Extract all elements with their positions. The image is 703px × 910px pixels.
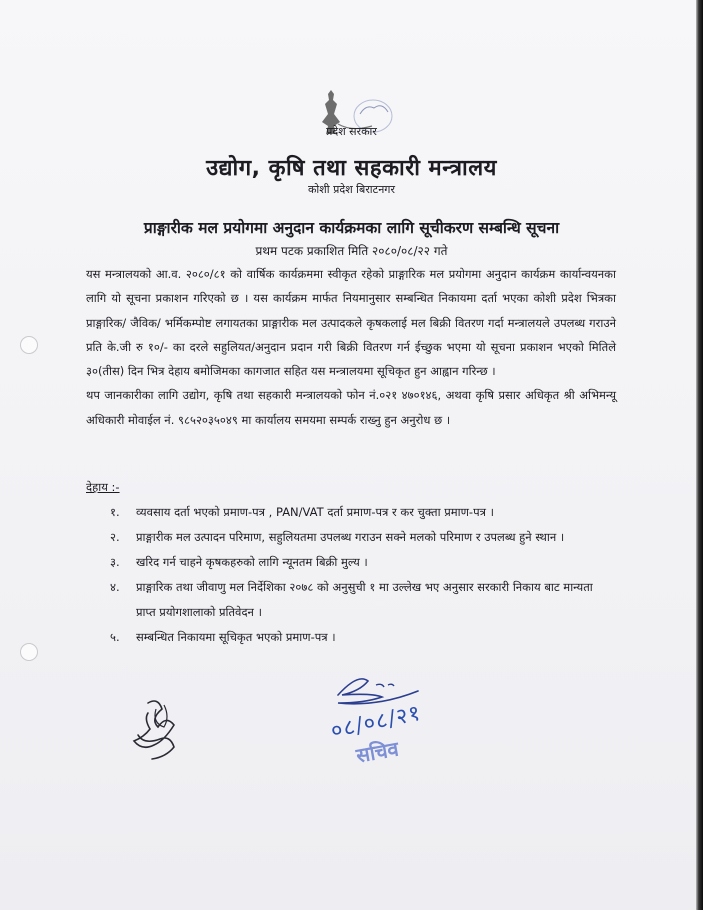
requirement-item: १. व्यवसाय दर्ता भएको प्रमाण-पत्र , PAN/VAT दर्ता प्रमाण-पत्र र कर चुक्ता प्रमाण-पत्र । [110, 505, 494, 519]
requirement-item: ३. खरिद गर्न चाहने कृषकहरुको लागि न्यूनतम बिक्री मुल्य । [110, 555, 368, 569]
left-signature-icon [126, 695, 186, 765]
secretary-stamp: सचिव [354, 736, 401, 768]
published-date: प्रथम पटक प्रकाशित मिति २०८०/०८/२२ गते [255, 244, 448, 258]
notice-paragraph-2: थप जानकारीका लागि उद्योग, कृषि तथा सहकारी मन्त्रालयको फोन नं.०२१ ४७०१४६, अथवा कृषि प्रसार अधिकृत श्री अभिमन्यू अधिकारी मोवाईल नं. ९८५२०३५०४९ मा कार्यालय समयमा सम्पर्क राख्नु हुन अनुरोध छ । [86, 388, 616, 427]
requirements-list [110, 500, 616, 650]
punch-hole-bottom [20, 643, 38, 661]
notice-title: प्राङ्गारीक मल प्रयोगमा अनुदान कार्यक्रमका लागि सूचीकरण सम्बन्धि सूचना [143, 219, 560, 237]
government-label: प्रदेश सरकार [326, 125, 377, 138]
requirement-item: २. प्राङ्गारीक मल उत्पादन परिमाण, सहुलियतमा उपलब्ध गराउन सक्ने मलको परिमाण र उपलब्ध हुने स्थान । [110, 530, 565, 544]
requirements-title: देहाय :- [86, 480, 120, 494]
ministry-title: उद्योग, कृषि तथा सहकारी मन्त्रालय [206, 156, 497, 181]
notice-body [86, 262, 616, 432]
punch-hole-top [20, 336, 38, 354]
notice-paragraph-1: यस मन्त्रालयको आ.व. २०८०/८१ को वार्षिक कार्यक्रममा स्वीकृत रहेको प्राङ्गारिक मल प्रयोगमा अनुदान कार्यक्रम कार्यान्वयनका लागि यो सूचना प्रकाशन गरिएको छ । यस कार्यक्रम मार्फत नियमानुसार सम्बन्धित निकायमा दर्ता भएका कोशी प्रदेश भित्रका प्राङ्गारिक/ जैविक/ भर्मिकम्पोष्ट लगायतका प्राङ्गारीक मल उत्पादकले कृषकलाई मल बिक्री वितरण गर्दा मन्त्रालयले उपलब्ध गराउने प्रति के.जी रु १०/- का दरले सहुलियत/अनुदान प्रदान गरी बिक्री वितरण गर्न ईच्छुक भएमा यो सूचना प्रकाशन भएको मितिले ३०(तीस) दिन भित्र देहाय बमोजिमका कागजात सहित यस मन्त्रालयमा सूचिकृत हुन आह्वान गरिन्छ । [86, 267, 616, 379]
requirement-item: ५. सम्बन्धित निकायमा सूचिकृत भएको प्रमाण-पत्र । [110, 630, 336, 644]
signature-date: ०८/०८/२१ [328, 700, 424, 745]
ministry-location: कोशी प्रदेश बिराटनगर [307, 183, 396, 196]
requirement-item: ४. प्राङ्गारिक तथा जीवाणु मल निर्देशिका २०७८ को अनुसुची १ मा उल्लेख भए अनुसार सरकारी निकाय बाट मान्यता प्राप्त प्रयोगशालाको प्रतिवेदन । [110, 580, 593, 619]
